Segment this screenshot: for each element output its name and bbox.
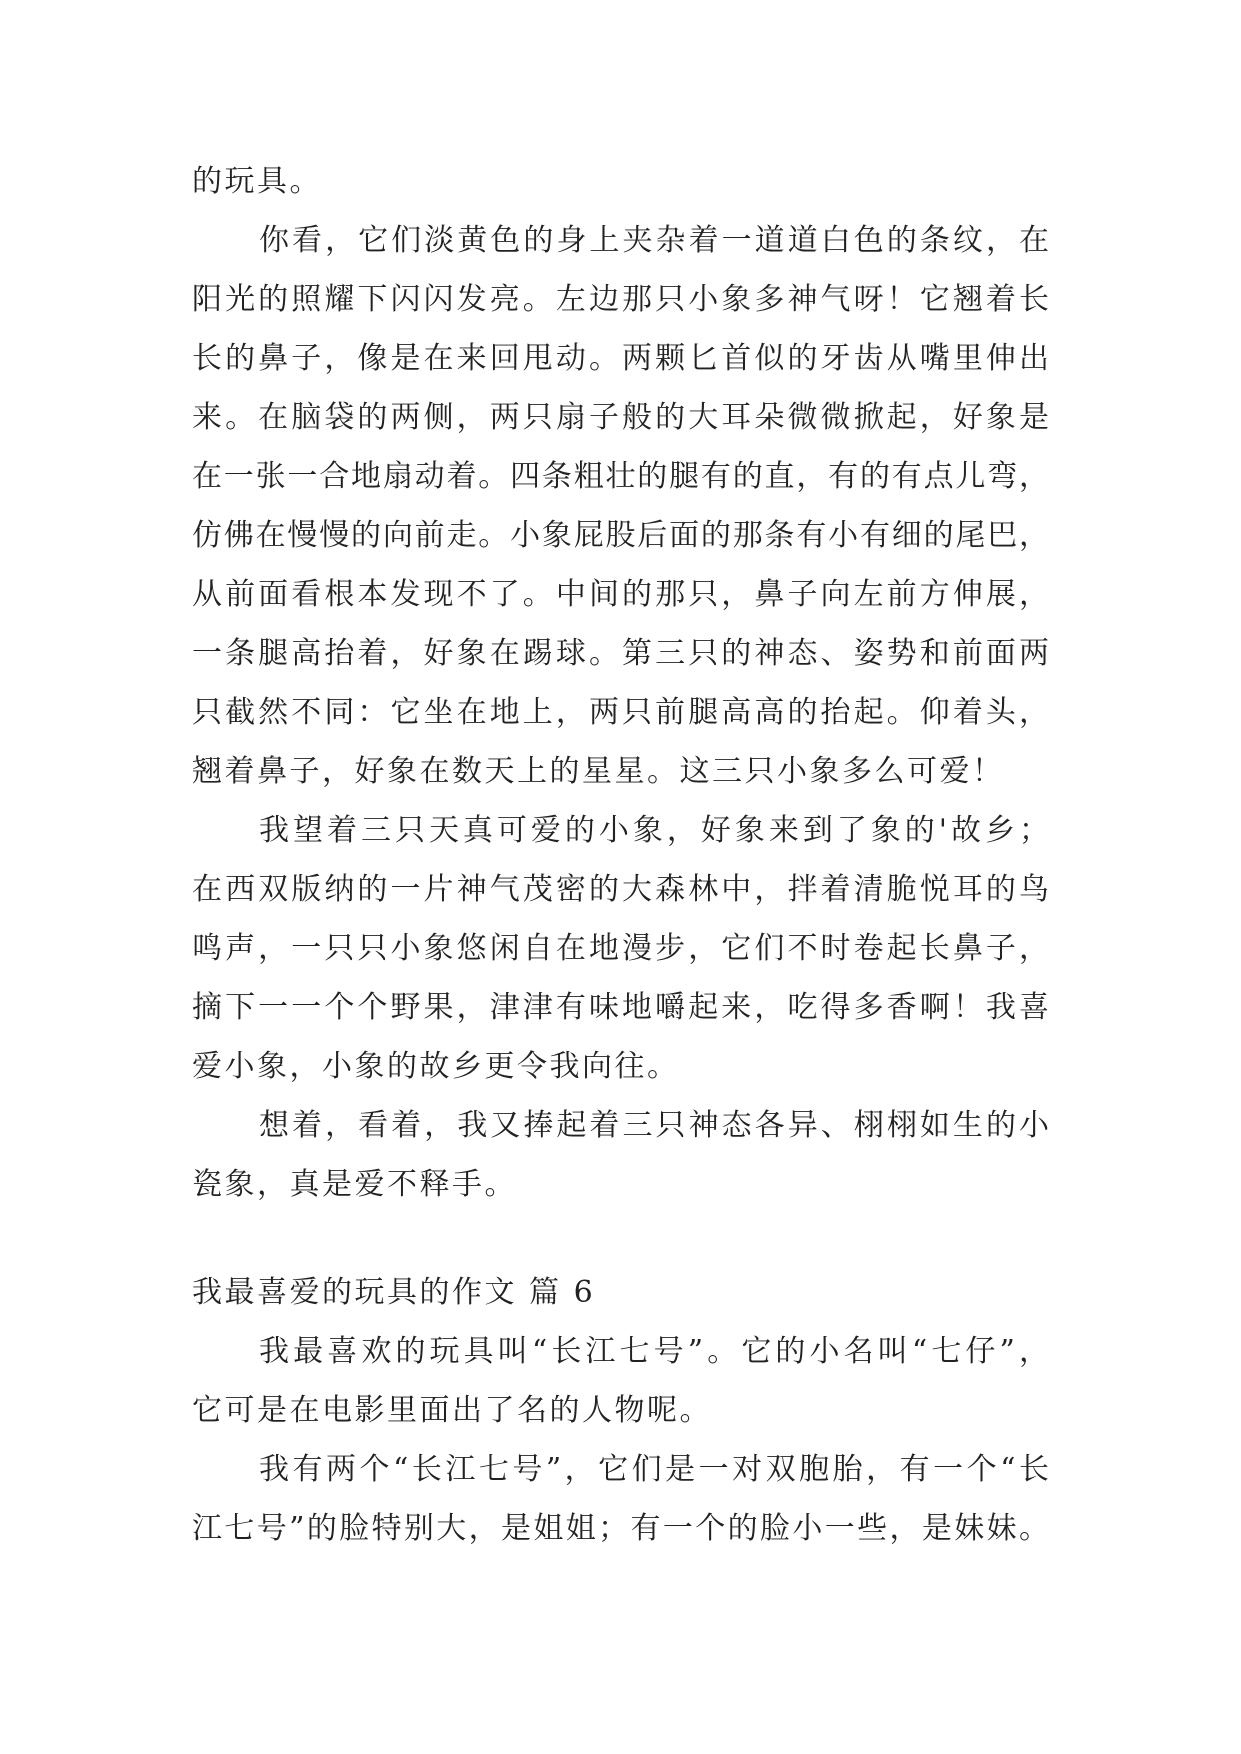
- text-line: 我最喜欢的玩具叫“长江七号”。它的小名叫“七仔”，: [259, 1334, 1050, 1369]
- section-heading: [192, 1263, 1050, 1322]
- text-line: 阳光的照耀下闪闪发亮。左边那只小象多神气呀！它翘着长: [192, 282, 1050, 317]
- paragraph: [192, 801, 1050, 1096]
- text-line: 我望着三只天真可爱的小象，好象来到了象的'故乡；: [259, 813, 1050, 848]
- text-line: 你看，它们淡黄色的身上夹杂着一道道白色的条纹，在: [259, 223, 1050, 258]
- text-line: 爱小象，小象的故乡更令我向往。: [192, 1049, 680, 1084]
- text-line: 摘下一一个个野果，津津有味地嚼起来，吃得多香啊！我喜: [192, 990, 1050, 1025]
- paragraph: [192, 1440, 1050, 1558]
- text-line: 在一张一合地扇动着。四条粗壮的腿有的直，有的有点儿弯，: [192, 459, 1050, 494]
- text-line: 瓷象，真是爱不释手。: [192, 1167, 517, 1202]
- text-line: 只截然不同：它坐在地上，两只前腿高高的抬起。仰着头，: [192, 695, 1050, 730]
- text-line: 江七号”的脸特别大，是姐姐；有一个的脸小一些，是妹妹。: [192, 1511, 1050, 1546]
- text-line: 从前面看根本发现不了。中间的那只，鼻子向左前方伸展，: [192, 577, 1050, 612]
- paragraph: [192, 1322, 1050, 1440]
- paragraph: [192, 152, 1050, 211]
- text-line: 在西双版纳的一片神气茂密的大森林中，拌着清脆悦耳的鸟: [192, 872, 1050, 907]
- heading-text: 我最喜爱的玩具的作文 篇 6: [192, 1275, 596, 1310]
- text-line: 的玩具。: [192, 164, 322, 199]
- text-line: 仿佛在慢慢的向前走。小象屁股后面的那条有小有细的尾巴，: [192, 518, 1050, 553]
- text-line: 一条腿高抬着，好象在踢球。第三只的神态、姿势和前面两: [192, 636, 1050, 671]
- text-line: 长的鼻子，像是在来回甩动。两颗匕首似的牙齿从嘴里伸出: [192, 341, 1050, 376]
- text-line: 它可是在电影里面出了名的人物呢。: [192, 1393, 712, 1428]
- document-body: [192, 152, 1050, 1558]
- text-line: 鸣声，一只只小象悠闲自在地漫步，它们不时卷起长鼻子，: [192, 931, 1050, 966]
- paragraph: [192, 211, 1050, 801]
- paragraph: [192, 1096, 1050, 1214]
- text-line: 我有两个“长江七号”，它们是一对双胞胎，有一个“长: [259, 1452, 1050, 1487]
- text-line: 来。在脑袋的两侧，两只扇子般的大耳朵微微掀起，好象是: [192, 400, 1050, 435]
- text-line: 想着，看着，我又捧起着三只神态各异、栩栩如生的小: [259, 1108, 1050, 1143]
- text-line: 翘着鼻子，好象在数天上的星星。这三只小象多么可爱！: [192, 754, 1005, 789]
